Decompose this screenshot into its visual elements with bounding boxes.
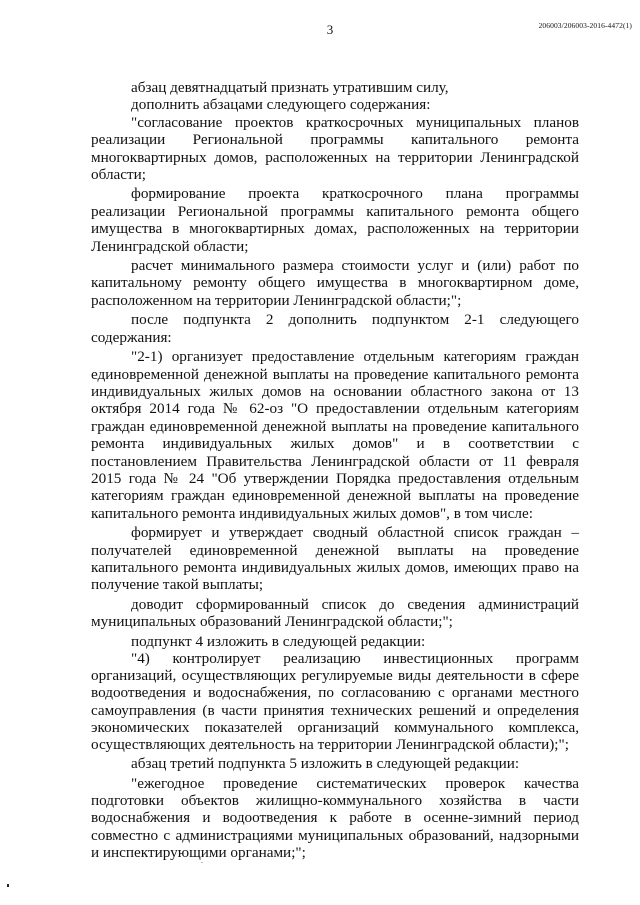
paragraph: после подпункта 2 дополнить подпунктом 2-1 следующего содержания: (91, 311, 579, 346)
paragraph: подпункт 4 изложить в следующей редакции: (131, 632, 426, 650)
paragraph: "согласование проектов краткосрочных муниципальных планов реализации Региональной программы капитального ремонта многоквартирных домов, расположенных на территории Ленинградской области; (91, 113, 579, 184)
page-number: 3 (326, 22, 334, 37)
paragraph: "4) контролирует реализацию инвестиционных программ организаций, осуществляющих регулируемые виды деятельности в сфере водоотведения и водоснабжения, по согласованию с органами местного самоуправления (в части принятия технических решений и определения экономических показателей организаций коммунального комплекса, осуществляющих деятельность на территории Ленинградской области);"; (91, 650, 579, 754)
paragraph: формирование проекта краткосрочного плана программы реализации Региональной программы капитального ремонта общего имущества в многоквартирных домах, расположенных на территории Ленинградской области; (91, 185, 579, 255)
document-body (91, 79, 579, 862)
scan-speck (201, 862, 203, 863)
document-code: 206003/206003-2016-4472(1) (538, 21, 632, 30)
paragraph: "2-1) организует предоставление отдельным категориям граждан единовременной денежной выплаты на проведение капитального ремонта индивидуальных жилых домов на основании областного закона от 13 октября 2014 года № 62-оз "О предоставлении отдельным категориям граждан единовременной денежной выплаты на проведение капитального ремонта индивидуальных жилых домов" и в соответствии с постановлением Правительства Ленинградской области от 11 февраля 2015 года № 24 "Об утверждении Порядка предоставления отдельным категориям граждан единовременной денежной выплаты на проведение капитального ремонта индивидуальных жилых домов", в том числе: (91, 348, 579, 522)
scan-margin-mark (7, 884, 9, 887)
paragraph: дополнить абзацами следующего содержания: (131, 96, 431, 114)
paragraph: "ежегодное проведение систематических проверок качества подготовки объектов жилищно-коммунального хозяйства в части водоснабжения и водоотведения к работе в осенне-зимний период совместно с администрациями муниципальных образований, надзорными и инспектирующими органами;"; (91, 774, 579, 862)
paragraph: абзац третий подпункта 5 изложить в следующей редакции: (131, 755, 520, 773)
paragraph: доводит сформированный список до сведения администраций муниципальных образований Ленинградской области;"; (91, 595, 579, 631)
paragraph: формирует и утверждает сводный областной список граждан – получателей единовременной денежной выплаты на проведение капитального ремонта индивидуальных жилых домов, имеющих право на получение такой выплаты; (91, 524, 579, 594)
paragraph: абзац девятнадцатый признать утратившим силу, (131, 79, 449, 96)
paragraph: расчет минимального размера стоимости услуг и (или) работ по капитальному ремонту общего имущества в многоквартирном доме, расположенном на территории Ленинградской области;"; (91, 257, 579, 309)
